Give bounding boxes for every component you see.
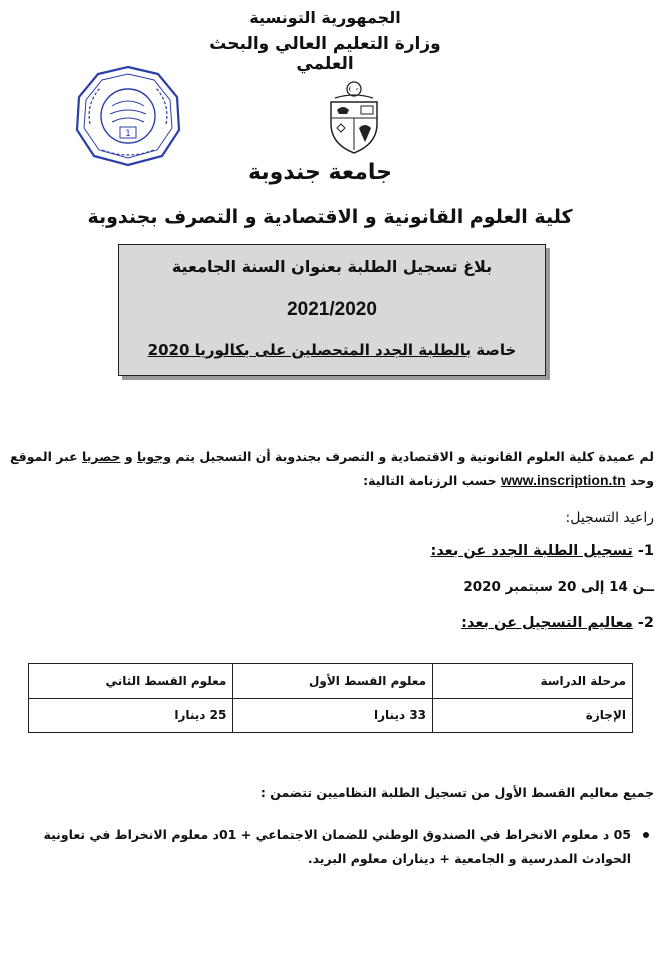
step-2	[461, 615, 654, 631]
intro-exclusively: حصريا	[82, 449, 121, 464]
step-2-label: معاليم التسجيل عن بعد:	[461, 615, 633, 631]
ministry-heading: وزارة التعليم العالي والبحث العلمي	[209, 34, 441, 74]
step-2-number: 2-	[632, 615, 654, 631]
republic-heading: الجمهورية التونسية	[249, 8, 401, 27]
table-header-row	[29, 664, 633, 699]
academic-year: 2021/2020	[287, 299, 377, 320]
faculty-seal	[72, 64, 184, 168]
intro-line-2-part-b: حسب الرزنامة التالية:	[363, 473, 501, 488]
step-1	[431, 543, 655, 559]
notice-box	[118, 244, 546, 376]
table-header-cell: معلوم القسط الأول	[233, 664, 433, 699]
intro-line-1-part-a: لم عميدة كلية العلوم القانونية و الاقتصادية و التصرف بجندوبة أن التسجيل يتم	[171, 449, 654, 464]
notice-subtitle-underlined: بالطلبة الجدد المتحصلين على بكالوريا 2020	[147, 341, 472, 359]
intro-line-1-and: و	[120, 449, 138, 464]
faculty-name: كلية العلوم القانونية و الاقتصادية و التصرف بجندوبة	[87, 206, 573, 228]
table-cell: 33 دينارا	[233, 698, 433, 733]
intro-line-2	[363, 472, 654, 488]
notice-subtitle-prefix: خاصة	[471, 341, 517, 359]
university-name: جامعة جندوبة	[248, 160, 392, 185]
seal-number: 1	[125, 129, 131, 139]
intro-line-2-part-a: وحد	[625, 473, 654, 488]
bullet-1-line-1: 05 د معلوم الانخراط في الصندوق الوطني للضمان الاجتماعي + 01د معلوم الانخراط في تعاونية	[43, 827, 631, 842]
step-1-number: 1-	[632, 543, 654, 559]
inscription-website-link[interactable]: www.inscription.tn	[500, 472, 626, 488]
bullet-1-line-2: الحوادث المدرسية و الجامعية + ديناران معلوم البريد.	[307, 851, 631, 866]
table-header-cell: مرحلة الدراسة	[433, 664, 633, 699]
notice-title: بلاغ تسجيل الطلبة بعنوان السنة الجامعية	[171, 257, 493, 276]
intro-line-1	[10, 449, 654, 464]
table-cell: 25 دينارا	[29, 698, 233, 733]
table-header-cell: معلوم القسط الثاني	[29, 664, 233, 699]
intro-mandatory: وجوبا	[137, 449, 172, 464]
bullet-dot-icon	[643, 832, 649, 838]
table-row	[29, 698, 633, 733]
table-cell: الإجازة	[433, 698, 633, 733]
registration-dates-heading: راعيد التسجيل:	[565, 510, 654, 526]
fees-table	[28, 663, 633, 733]
coat-of-arms-emblem	[325, 80, 383, 156]
notice-subtitle	[119, 341, 545, 359]
step-1-label: تسجيل الطلبة الجدد عن بعد:	[430, 543, 633, 559]
includes-heading: جميع معاليم القسط الأول من تسجيل الطلبة النظاميين تتضمن :	[260, 785, 654, 800]
intro-line-1-part-e: عبر الموقع	[9, 449, 83, 464]
step-1-date: ــن 14 إلى 20 سبتمبر 2020	[463, 579, 654, 595]
